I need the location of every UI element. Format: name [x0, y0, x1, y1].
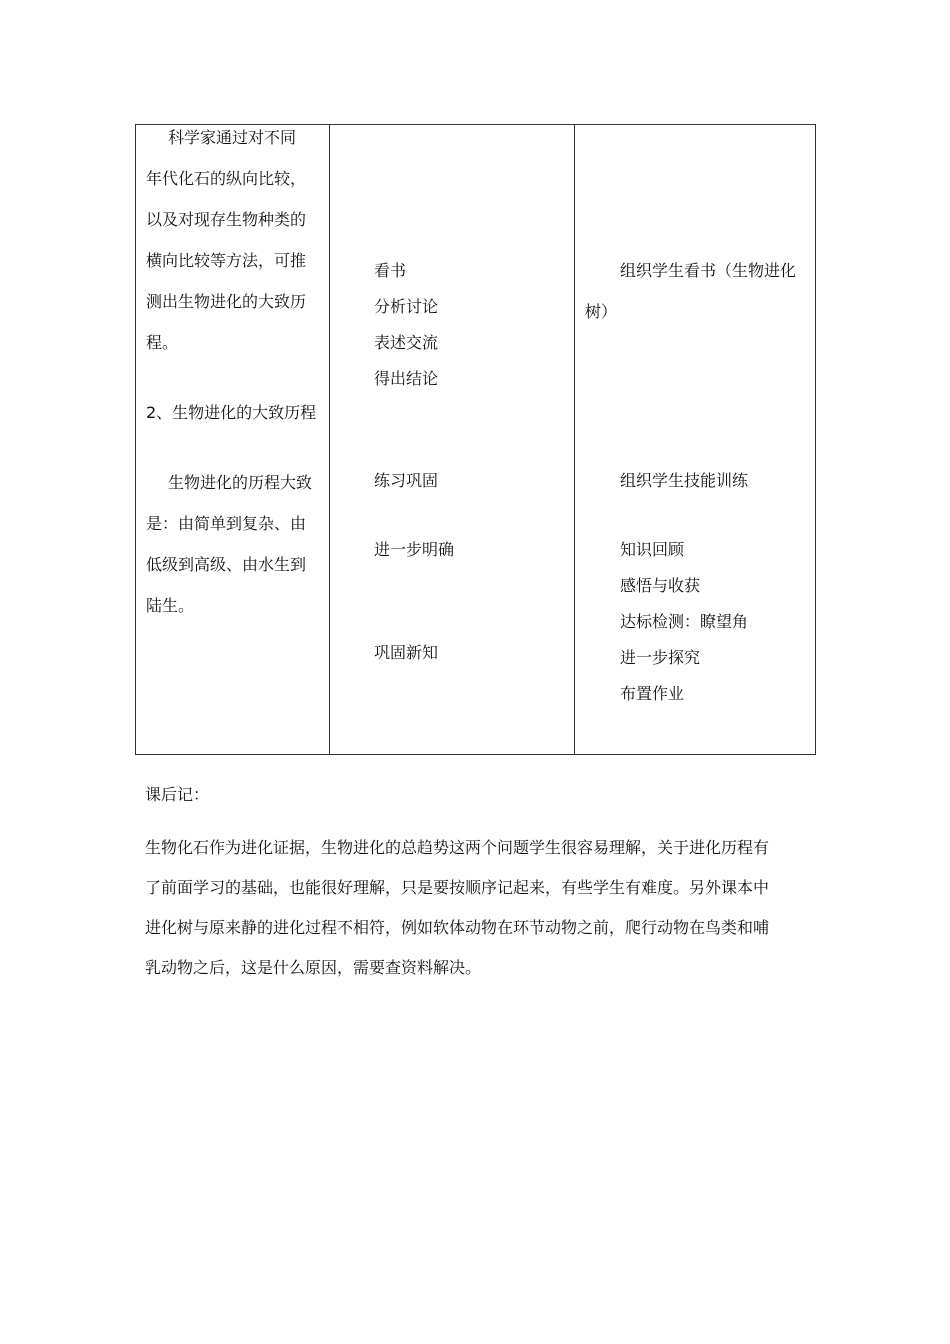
- student-activity: 看书: [374, 261, 407, 280]
- teacher-activity: 达标检测：瞭望角: [620, 612, 749, 631]
- content-line: 年代化石的纵向比较，: [146, 169, 307, 188]
- column-divider: [329, 125, 330, 754]
- content-line: 生物进化的历程大致: [168, 473, 313, 492]
- content-line: 以及对现存生物种类的: [146, 210, 307, 229]
- column-divider: [574, 125, 575, 754]
- content-line: 是：由简单到复杂、由: [146, 514, 307, 533]
- teacher-activity: 进一步探究: [620, 648, 701, 667]
- content-line: 陆生。: [146, 596, 195, 615]
- teacher-activity: 树）: [585, 302, 618, 321]
- content-line: 测出生物进化的大致历: [146, 292, 307, 311]
- student-activity: 练习巩固: [374, 471, 439, 490]
- content-line: 科学家通过对不同: [168, 128, 297, 147]
- notes-line: 生物化石作为进化证据，生物进化的总趋势这两个问题学生很容易理解，关于进化历程有: [145, 838, 770, 857]
- lesson-table: [135, 124, 816, 755]
- notes-title: 课后记：: [145, 785, 210, 804]
- content-line: 横向比较等方法，可推: [146, 251, 307, 270]
- teacher-activity: 组织学生看书（生物进化: [620, 261, 797, 280]
- student-activity: 巩固新知: [374, 643, 439, 662]
- student-activity: 得出结论: [374, 369, 439, 388]
- notes-line: 了前面学习的基础，也能很好理解，只是要按顺序记起来，有些学生有难度。另外课本中: [145, 878, 770, 897]
- student-activity: 表述交流: [374, 333, 439, 352]
- content-line: 程。: [146, 333, 179, 352]
- teacher-activity: 组织学生技能训练: [620, 471, 749, 490]
- content-line: 低级到高级、由水生到: [146, 555, 307, 574]
- student-activity: 分析讨论: [374, 297, 439, 316]
- teacher-activity: 知识回顾: [620, 540, 685, 559]
- teacher-activity: 感悟与收获: [620, 576, 701, 595]
- notes-line: 乳动物之后，这是什么原因，需要查资料解决。: [145, 958, 482, 977]
- teacher-activity: 布置作业: [620, 684, 685, 703]
- student-activity: 进一步明确: [374, 540, 455, 559]
- notes-line: 进化树与原来静的进化过程不相符，例如软体动物在环节动物之前，爬行动物在鸟类和哺: [145, 918, 770, 937]
- section-heading: 2、生物进化的大致历程: [146, 403, 317, 422]
